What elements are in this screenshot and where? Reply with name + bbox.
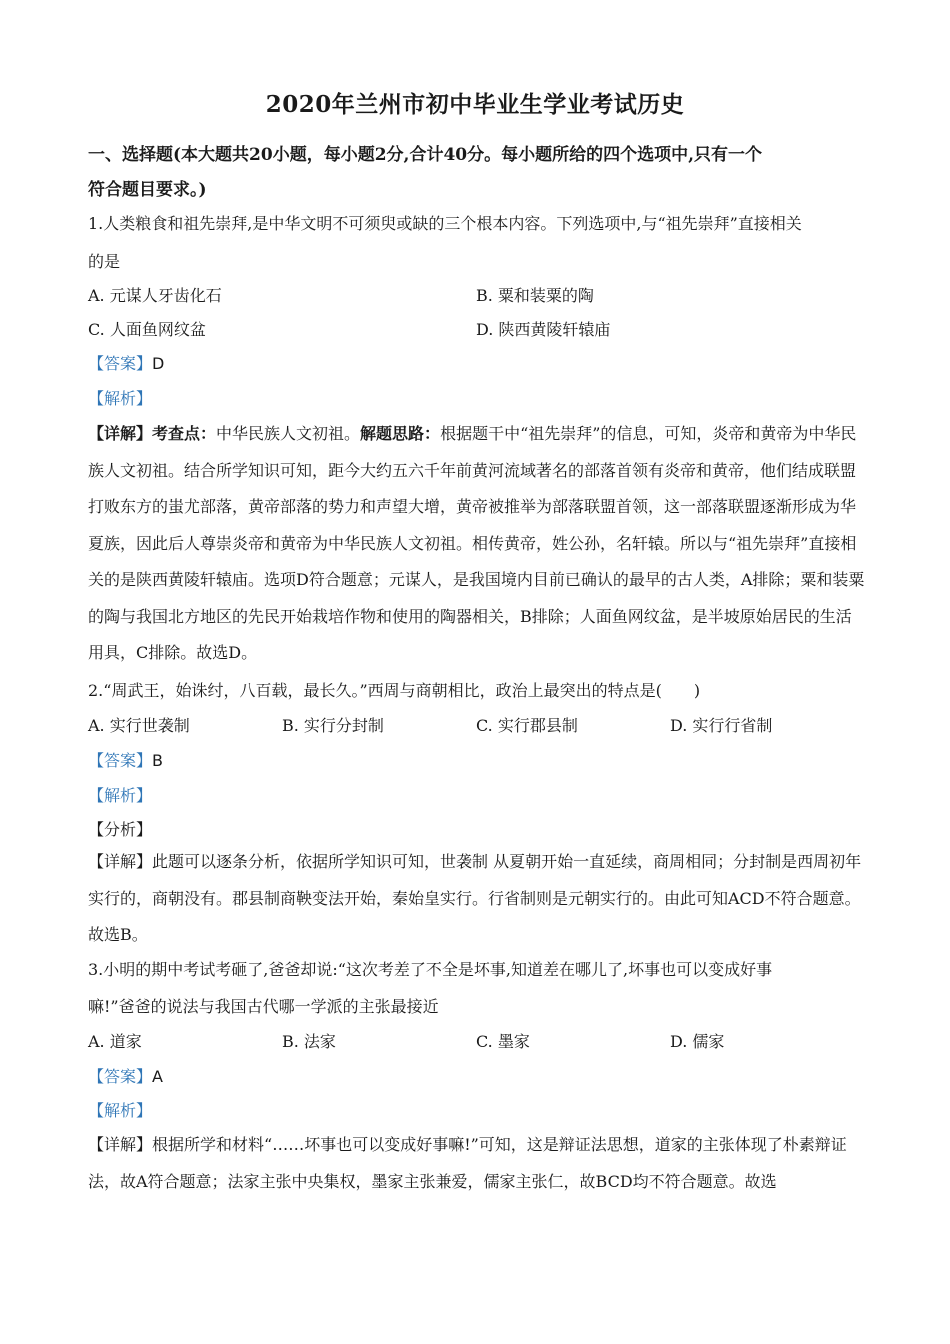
q1-option-d: D. 陕西黄陵轩辕庙 [476,320,611,339]
detail-label: 【详解】 [88,852,153,871]
q1-kaocha-text: 中华民族人文初祖。 [216,424,361,443]
q3-option-a: A. 道家 [88,1032,142,1051]
q2-option-a: A. 实行世袭制 [88,716,190,735]
answer-label: 【答案】 [88,751,153,770]
detail-label: 【详解】 [88,424,153,443]
q2-analysis-label: 【解析】 [88,786,153,805]
q3-analysis-label: 【解析】 [88,1101,153,1120]
q1-answer-value: D [152,354,165,373]
q2-answer [88,749,163,773]
section-heading-line-2: 符合题目要求。) [88,180,207,200]
q1-kaocha-label: 考查点： [152,424,217,443]
section-heading [88,138,868,208]
q2-detail-text: 此题可以逐条分析，依据所学知识可知，世袭制 从夏朝开始一直延续，商周相同；分封制是西周初年实行的，商朝没有。郡县制商鞅变法开始，秦始皇实行。行省制则是元朝实行的。由此可知ACD不符合题意。故选B。 [88,852,862,944]
q2-option-d: D. 实行行省制 [670,716,773,735]
page-title: 2020年兰州市初中毕业生学业考试历史 [265,91,685,118]
q1-option-b: B. 粟和装粟的陶 [476,286,594,305]
q1-stem-line-1: 1.人类粮食和祖先崇拜,是中华文明不可须臾或缺的三个根本内容。下列选项中,与“祖先崇拜”直接相关 [88,214,802,233]
answer-label: 【答案】 [88,1067,153,1086]
q3-detail [88,1127,866,1200]
q3-detail-text: 根据所学和材料“……坏事也可以变成好事嘛!”可知，这是辩证法思想，道家的主张体现了朴素辩证法，故A符合题意；法家主张中央集权，墨家主张兼爱，儒家主张仁，故BCD均不符合题意。故选 [88,1135,847,1191]
q1-stem-line-2: 的是 [88,252,121,271]
section-heading-line-1: 一、选择题(本大题共20小题，每小题2分,合计40分。每小题所给的四个选项中,只有一个 [88,145,763,165]
q1-option-c: C. 人面鱼网纹盆 [88,320,206,339]
q3-option-d: D. 儒家 [670,1032,725,1051]
q1-silu-label: 解题思路： [360,424,441,443]
q3-stem-line-2: 嘛!”爸爸的说法与我国古代哪一学派的主张最接近 [88,997,439,1016]
q2-option-b: B. 实行分封制 [282,716,384,735]
q2-option-c: C. 实行郡县制 [476,716,578,735]
q1-analysis-label: 【解析】 [88,389,153,408]
q1-answer [88,352,164,376]
q2-detail [88,844,866,954]
q3-stem-line-1: 3.小明的期中考试考砸了,爸爸却说:“这次考差了不全是坏事,知道差在哪儿了,坏事也可以变成好事 [88,960,773,979]
q3-option-c: C. 墨家 [476,1032,530,1051]
answer-label: 【答案】 [88,354,153,373]
q2-fenxi-label: 【分析】 [88,820,153,839]
q1-detail [88,416,866,672]
q2-stem: 2.“周武王，始诛纣，八百载，最长久。”西周与商朝相比，政治上最突出的特点是( ) [88,681,701,700]
q2-answer-value: B [152,751,163,770]
q3-answer [88,1065,163,1089]
q3-answer-value: A [152,1067,163,1086]
q1-detail-text: 根据题干中“祖先崇拜”的信息，可知，炎帝和黄帝为中华民族人文初祖。结合所学知识可知，距今大约五六千年前黄河流域著名的部落首领有炎帝和黄帝，他们结成联盟打败东方的蚩尤部落，黄帝部落的势力和声望大增，黄帝被推举为部落联盟首领，这一部落联盟逐渐形成为华夏族，因此后人尊崇炎帝和黄帝为中华民族人文初祖。相传黄帝，姓公孙，名轩辕。所以与“祖先崇拜”直接相关的是陕西黄陵轩辕庙。选项D符合题意；元谋人，是我国境内目前已确认的最早的古人类，A排除；粟和装粟的陶与我国北方地区的先民开始栽培作物和使用的陶器相关，B排除；人面鱼网纹盆，是半坡原始居民的生活用具，C排除。故选D。 [88,424,865,662]
q1-option-a: A. 元谋人牙齿化石 [88,286,222,305]
q3-option-b: B. 法家 [282,1032,336,1051]
detail-label: 【详解】 [88,1135,153,1154]
